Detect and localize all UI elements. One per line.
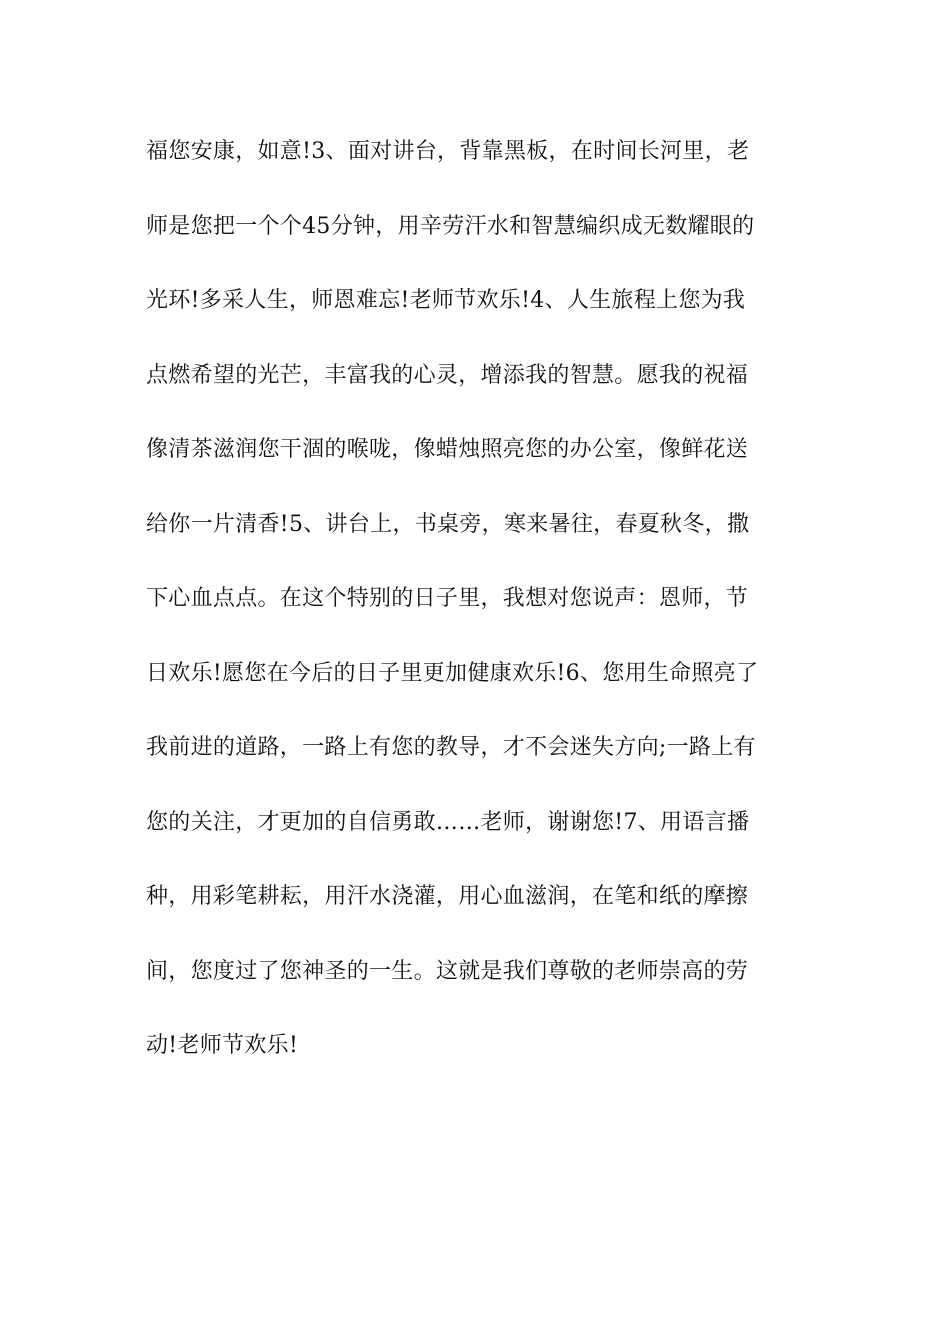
text-line: 您的关注，才更加的自信勇敢……老师，谢谢您!7、用语言播 bbox=[146, 809, 750, 835]
text-line: 给你一片清香!5、讲台上，书桌旁，寒来暑往，春夏秋冬，撒 bbox=[146, 511, 750, 537]
text-line: 像清茶滋润您干涸的喉咙，像蜡烛照亮您的办公室，像鲜花送 bbox=[146, 437, 749, 462]
text-line: 下心血点点。在这个特别的日子里，我想对您说声：恩师，节 bbox=[146, 586, 749, 611]
text-line: 福您安康，如意!3、面对讲台，背靠黑板，在时间长河里，老 bbox=[146, 139, 750, 164]
text-line: 日欢乐!愿您在今后的日子里更加健康欢乐!6、您用生命照亮了 bbox=[146, 660, 759, 686]
text-line: 师是您把一个个45分钟，用辛劳汗水和智慧编织成无数耀眼的 bbox=[146, 213, 755, 239]
text-line: 点燃希望的光芒，丰富我的心灵，增添我的智慧。愿我的祝福 bbox=[146, 362, 749, 388]
text-line: 种，用彩笔耕耘，用汗水浇灌，用心血滋润，在笔和纸的摩擦 bbox=[146, 884, 749, 909]
text-line: 动!老师节欢乐! bbox=[146, 1033, 299, 1058]
text-line: 我前进的道路，一路上有您的教导，才不会迷失方向;一路上有 bbox=[146, 735, 756, 760]
body-text bbox=[146, 130, 826, 1099]
text-line: 间，您度过了您神圣的一生。这就是我们尊敬的老师崇高的劳 bbox=[146, 958, 749, 984]
text-line: 光环!多采人生，师恩难忘!老师节欢乐!4、人生旅程上您为我 bbox=[146, 288, 746, 313]
